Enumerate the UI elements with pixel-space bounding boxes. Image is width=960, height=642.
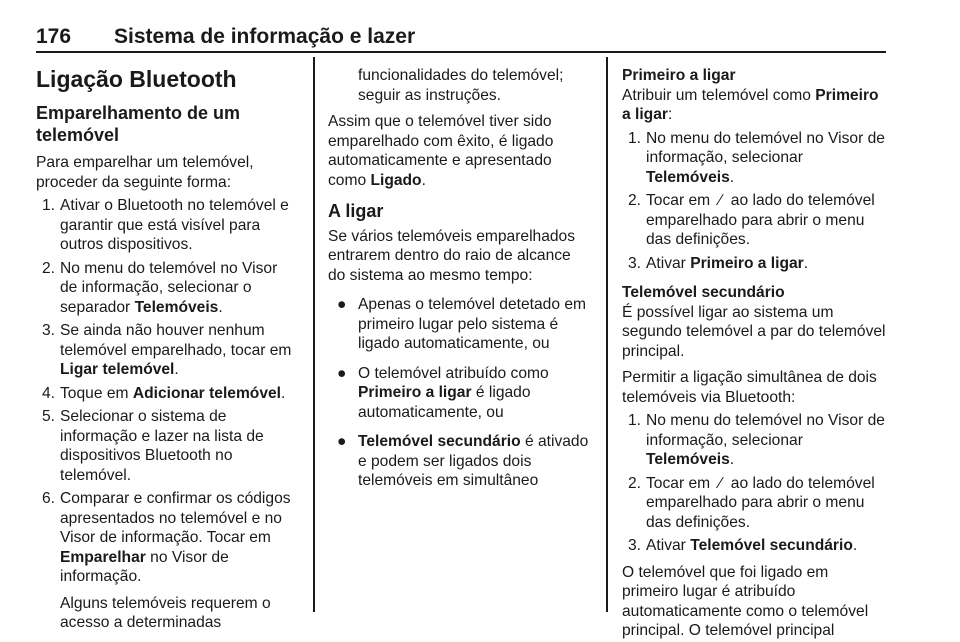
item-text-end: .	[852, 537, 858, 554]
menu-term: Primeiro a ligar	[690, 254, 804, 272]
menu-term: Telemóvel secundário	[358, 433, 521, 450]
bullet-dot: ●	[337, 364, 347, 382]
simultaneous-paragraph: Permitir a ligação simultânea de dois telemóveis via Bluetooth:	[622, 369, 877, 406]
item-text-end: ao lado do telemóvel emparelhado para abrir o menu das definições.	[646, 474, 875, 531]
item-number: 2.	[628, 474, 642, 492]
note-paragraph: Alguns telemóveis requerem o acesso a determinadas	[60, 594, 271, 631]
list-item	[622, 474, 886, 533]
item-number: 4.	[42, 384, 56, 402]
item-text: Toque em	[60, 384, 133, 402]
item-text-end: .	[218, 298, 223, 316]
item-text: Selecionar o sistema de informação e lazer na lista de dispositivos Bluetooth no telemóvel.	[60, 408, 264, 484]
paragraph-text: Atribuir um telemóvel como	[622, 86, 816, 104]
paragraph-text: Assim que o telemóvel tiver sido emparelhado com êxito, é ligado automaticamente e apresentado como	[328, 113, 554, 189]
column-2	[328, 57, 590, 491]
menu-term: Adicionar telemóvel	[132, 384, 282, 402]
item-number: 3.	[628, 537, 642, 554]
item-text-end: .	[803, 254, 809, 272]
item-text: Ativar	[646, 537, 691, 554]
item-text-end: .	[729, 168, 735, 186]
closing-paragraph: O telemóvel que foi ligado em primeiro lugar é atribuído automaticamente como o telemóvel principal. O telemóvel principal	[622, 563, 869, 639]
list-item	[622, 254, 886, 274]
item-text-end: .	[281, 384, 286, 402]
item-text: Tocar em	[646, 192, 715, 209]
list-item	[622, 129, 886, 188]
subheading-emparelhamento: Emparelhamento de um telemóvel	[36, 103, 241, 145]
item-number: 3.	[42, 322, 56, 339]
list-item	[622, 411, 886, 470]
list-item	[36, 407, 298, 485]
intro-paragraph: Para emparelhar um telemóvel, proceder da seguinte forma:	[36, 154, 254, 191]
column-divider-left	[313, 57, 315, 612]
menu-term: Ligar telemóvel	[60, 361, 175, 378]
list-item	[36, 321, 298, 380]
paragraph-end: .	[421, 171, 426, 189]
header-rule	[36, 51, 886, 53]
menu-term: Telemóveis	[646, 168, 730, 186]
bullet-item	[328, 432, 590, 491]
note-continuation: funcionalidades do telemóvel; seguir as instruções.	[358, 67, 564, 104]
item-text: No menu do telemóvel no Visor de informação, selecionar	[646, 412, 885, 449]
bullet-text: O telemóvel atribuído como	[358, 364, 549, 382]
list-item	[36, 196, 298, 255]
list-item	[622, 536, 886, 556]
item-text: No menu do telemóvel no Visor de informação, selecionar	[646, 129, 885, 166]
menu-term: Telemóveis	[134, 298, 219, 316]
paired-paragraph	[328, 112, 590, 190]
menu-term: Primeiro a ligar	[622, 86, 879, 123]
menu-term: Telemóvel secundário	[690, 537, 853, 554]
bullet-item	[328, 364, 590, 423]
item-number: 2.	[628, 192, 642, 209]
paragraph-end: :	[667, 106, 673, 123]
page-number: 176	[36, 25, 72, 48]
item-text: Ativar o Bluetooth no telemóvel e garantir que está visível para outros dispositivos.	[60, 197, 289, 253]
list-item	[36, 489, 298, 587]
item-text-end: ao lado do telemóvel emparelhado para abrir o menu das definições.	[646, 192, 875, 248]
section-title: Sistema de informação e lazer	[114, 25, 416, 48]
item-number: 6.	[42, 490, 56, 507]
connect-intro: Se vários telemóveis emparelhados entrarem dentro do raio de alcance do sistema ao mesmo tempo:	[328, 227, 576, 284]
heading-ligacao-bluetooth: Ligação Bluetooth	[36, 66, 237, 92]
item-text: Ativar	[646, 254, 691, 272]
heading-a-ligar: A ligar	[328, 201, 384, 221]
item-text-end: .	[729, 451, 735, 468]
item-number: 5.	[42, 408, 56, 425]
item-number: 1.	[628, 412, 642, 429]
first-intro	[622, 86, 886, 125]
item-number: 1.	[42, 197, 56, 214]
column-1	[36, 57, 298, 633]
menu-term: Emparelhar	[60, 548, 146, 566]
list-item	[36, 259, 298, 318]
bullet-text-end: é ligado automaticamente, ou	[358, 384, 531, 421]
bullet-text: Apenas o telemóvel detetado em primeiro lugar pelo sistema é ligado automaticamente, ou	[358, 296, 586, 352]
secondary-paragraph: É possível ligar ao sistema um segundo telemóvel a par do telemóvel principal.	[622, 303, 886, 360]
item-number: 1.	[628, 129, 642, 147]
list-item	[36, 384, 298, 404]
menu-term: Primeiro a ligar	[358, 384, 472, 401]
item-text: Se ainda não houver nenhum telemóvel emparelhado, tocar em	[60, 322, 292, 359]
item-text: No menu do telemóvel no Visor de informação, selecionar o separador	[60, 259, 278, 316]
item-number: 3.	[628, 254, 642, 272]
page-header	[36, 25, 886, 51]
bullet-item	[328, 295, 590, 354]
heading-telemovel-secundario: Telemóvel secundário	[622, 284, 785, 301]
list-item	[622, 191, 886, 250]
item-text-end: no Visor de informação.	[60, 548, 229, 585]
pencil-icon: ∕	[719, 192, 722, 209]
column-3	[622, 57, 886, 641]
status-term: Ligado	[370, 171, 422, 189]
bullet-dot: ●	[337, 296, 347, 313]
menu-term: Telemóveis	[646, 451, 730, 468]
item-text: Comparar e confirmar os códigos apresentados no telemóvel e no Visor de informação. Tocar em	[60, 490, 291, 546]
pencil-icon: ∕	[719, 474, 722, 492]
item-text-end: .	[174, 361, 179, 378]
item-text: Tocar em	[646, 474, 715, 492]
bullet-dot: ●	[337, 433, 347, 450]
column-divider-right	[606, 57, 608, 612]
item-number: 2.	[42, 259, 56, 277]
bullet-text-end: é ativado e podem ser ligados dois telemóveis em simultâneo	[358, 433, 589, 489]
heading-primeiro-a-ligar: Primeiro a ligar	[622, 67, 736, 84]
